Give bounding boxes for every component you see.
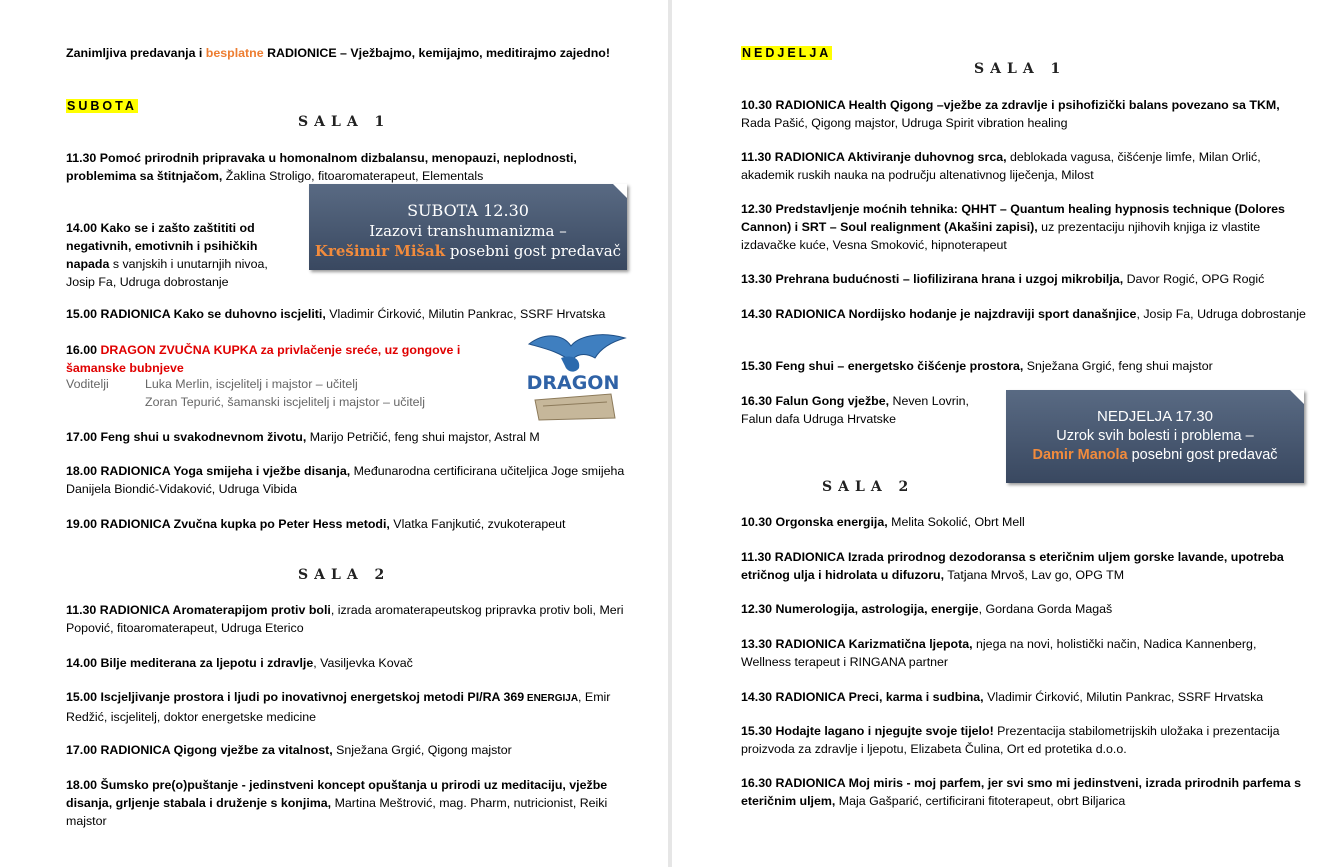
hall-heading: SALA 1: [974, 61, 1067, 77]
program-entry: 11.30 RADIONICA Aromaterapijom protiv boli, izrada aromaterapeutskog pripravka protiv boli, Meri Popović, fitoaromaterapeut, Udruga Eterico: [66, 603, 624, 635]
intro-text-end: RADIONICE – Vježbajmo, kemijajmo, meditirajmo zajedno!: [263, 46, 610, 60]
guest-name: Krešimir Mišak: [314, 242, 446, 260]
host-name: Zoran Tepurić, šamanski iscjelitelj i majstor – učitelj: [145, 395, 426, 409]
program-entry: 12.30 Numerologija, astrologija, energije, Gordana Gorda Magaš: [741, 602, 1113, 616]
hall-heading: SALA 2: [298, 567, 391, 583]
box-guest-line: [1006, 447, 1304, 463]
program-entry: 14.00 Bilje mediterana za ljepotu i zdravlje, Vasiljevka Kovač: [66, 656, 413, 670]
right-page: [672, 0, 1342, 867]
box-date: SUBOTA 12.30: [407, 201, 529, 220]
intro-line: [66, 44, 646, 62]
hall-heading: SALA 2: [822, 479, 915, 495]
box-topic: Uzrok svih bolesti i problema –: [1056, 428, 1254, 444]
hosts-label: Voditelji: [66, 377, 109, 391]
dragon-icon: [515, 328, 631, 424]
program-entry: 16.30 Falun Gong vježbe, Neven Lovrin, Falun dafa Udruga Hrvatske: [741, 394, 969, 426]
program-entry: 14.00 Kako se i zašto zaštititi od negativnih, emotivnih i psihičkih napada s vanjskih i unutarnjih nivoa, Josip Fa, Udruga dobrostanje: [66, 221, 268, 289]
intro-text: Zanimljiva predavanja i: [66, 46, 206, 60]
program-entry: 14.30 RADIONICA Nordijsko hodanje je najzdraviji sport današnjice, Josip Fa, Udruga dobrostanje: [741, 307, 1306, 321]
box-corner: [613, 184, 627, 198]
program-entry: 15.00 RADIONICA Kako se duhovno iscjeliti, Vladimir Ćirković, Milutin Pankrac, SSRF Hrvatska: [66, 307, 606, 321]
program-entry: 16.30 RADIONICA Moj miris - moj parfem, jer svi smo mi jedinstveni, izrada prirodnih parfema s eteričnim uljem, Maja Gašparić, certificirani fitoterapeut, obrt Biljarica: [741, 776, 1302, 808]
guest-name: Damir Manola: [1032, 447, 1128, 463]
day-heading-saturday: SUBOTA: [67, 99, 137, 113]
box-corner: [1290, 390, 1304, 404]
left-page: [0, 0, 668, 867]
guest-speaker-box: [309, 184, 627, 270]
program-entry: 13.30 Prehrana budućnosti – liofilizirana hrana i uzgoj mikrobilja, Davor Rogić, OPG Rogić: [741, 272, 1265, 286]
program-entry: 11.30 RADIONICA Izrada prirodnog dezodoransa s eteričnim uljem gorske lavande, upotreba etričnog ulja i hidrolata u difuzoru, Tatjana Mrvoš, Lav go, OPG TM: [741, 550, 1284, 582]
box-date: NEDJELJA 17.30: [1097, 408, 1213, 425]
guest-speaker-box: [1006, 390, 1304, 483]
program-entry: 15.00 Iscjeljivanje prostora i ljudi po inovativnoj energetskoj metodi PI/RA 369 ENERGIJA, Emir Redžić, iscjelitelj, doktor energetske medicine: [66, 690, 611, 724]
program-entry: 18.00 RADIONICA Yoga smijeha i vježbe disanja, Međunarodna certificirana učiteljica Joge smijeha Danijela Biondić-Vidaković, Udruga Vibida: [66, 464, 625, 496]
program-entry: 15.30 Feng shui – energetsko čišćenje prostora, Snježana Grgić, feng shui majstor: [741, 359, 1213, 373]
intro-highlight: besplatne: [205, 46, 264, 60]
program-entry: 18.00 Šumsko pre(o)puštanje - jedinstveni koncept opuštanja u prirodi uz meditaciju, vježbe disanja, grljenje stabala i druženje s konjima, Martina Meštrović, mag. Pharm, nutricionist, Reiki majstor: [66, 778, 608, 828]
box-guest-line: [309, 242, 627, 260]
program-entry: 10.30 Orgonska energija, Melita Sokolić, Obrt Mell: [741, 515, 1025, 529]
program-entry: 14.30 RADIONICA Preci, karma i sudbina, Vladimir Ćirković, Milutin Pankrac, SSRF Hrvatska: [741, 690, 1264, 704]
day-heading-sunday: NEDJELJA: [742, 46, 832, 60]
program-entry: 17.00 RADIONICA Qigong vježbe za vitalnost, Snježana Grgić, Qigong majstor: [66, 743, 512, 757]
program-entry: 11.30 RADIONICA Aktiviranje duhovnog srca, deblokada vagusa, čišćenje limfe, Milan Orlić, akademik ruskih nauka na području altenativnog liječenja, Milost: [741, 150, 1261, 182]
program-entry: 19.00 RADIONICA Zvučna kupka po Peter Hess metodi, Vlatka Fanjkutić, zvukoterapeut: [66, 517, 566, 531]
guest-role: posebni gost predavač: [1127, 447, 1278, 463]
program-entry: 13.30 RADIONICA Karizmatična ljepota, njega na novi, holistički način, Nadica Kannenberg, Wellness terapeut i RINGANA partner: [741, 637, 1257, 669]
program-entry-highlight: 16.00 DRAGON ZVUČNA KUPKA za privlačenje sreće, uz gongove i šamanske bubnjeve: [66, 343, 461, 375]
program-entry: 17.00 Feng shui u svakodnevnom životu, Marijo Petričić, feng shui majstor, Astral M: [66, 430, 540, 444]
host-name: Luka Merlin, iscjelitelj i majstor – učitelj: [145, 377, 358, 391]
logo-text: DRAGON: [526, 372, 620, 394]
program-entry: 15.30 Hodajte lagano i njegujte svoje tijelo! Prezentacija stabilometrijskih uložaka i prezentacija proizvoda za zdravlje i ljepotu, Elizabeta Čulina, Ort ed protetika d.o.o.: [741, 724, 1280, 756]
hall-heading: SALA 1: [298, 114, 391, 130]
program-entry: 11.30 Pomoć prirodnih pripravaka u homonalnom dizbalansu, menopauzi, neplodnosti, problemima sa štitnjačom, Žaklina Stroligo, fitoaromaterapeut, Elementals: [66, 151, 577, 183]
guest-role: posebni gost predavač: [445, 242, 622, 260]
dragon-logo: [515, 328, 631, 424]
box-topic: Izazovi transhumanizma –: [369, 222, 567, 240]
program-entry: 10.30 RADIONICA Health Qigong –vježbe za zdravlje i psihofizički balans povezano sa TKM, Rada Pašić, Qigong majstor, Udruga Spirit vibration healing: [741, 98, 1280, 130]
program-entry: 12.30 Predstavljenje moćnih tehnika: QHHT – Quantum healing hypnosis technique (Dolores Cannon) i SRT – Soul realignment (Akašini zapisi), uz prezentaciju njihovih knjiga iz vlastite izdavačke kuće, Vesna Smoković, hipnoterapeut: [741, 202, 1285, 252]
